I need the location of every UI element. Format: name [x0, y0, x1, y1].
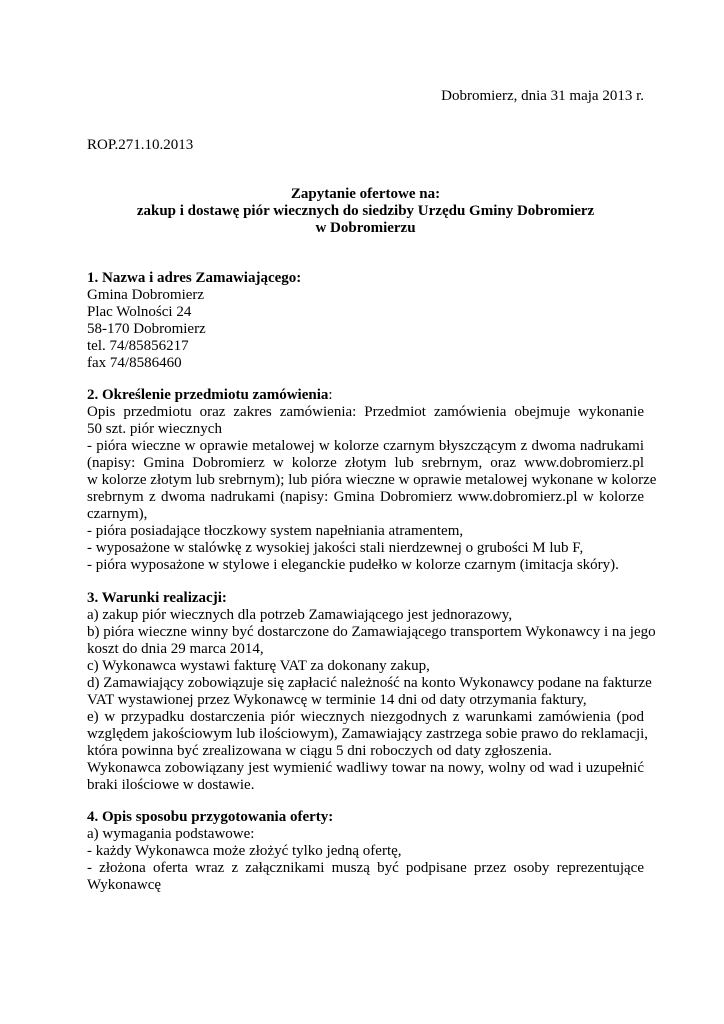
section-3-line: koszt do dnia 29 marca 2014,: [87, 641, 264, 657]
section-3-line: która powinna być zrealizowana w ciągu 5 dni roboczych od daty zgłoszenia.: [87, 743, 552, 759]
section-1-line: 58-170 Dobromierz: [87, 321, 206, 337]
section-1-heading: 1. Nazwa i adres Zamawiającego:: [87, 270, 302, 286]
section-3-heading: 3. Warunki realizacji:: [87, 590, 227, 606]
section-3-line: b) pióra wieczne winny być dostarczone do Zamawiającego transportem Wykonawcy i na jego: [87, 624, 656, 640]
section-3-line: Wykonawca zobowiązany jest wymienić wadliwy towar na nowy, wolny od wad i uzupełnić: [87, 760, 644, 776]
section-4-line: - złożona oferta wraz z załącznikami muszą być podpisane przez osoby reprezentujące: [87, 860, 644, 876]
section-3-line: względem jakościowym lub ilościowym), Zamawiający zastrzega sobie prawo do reklamacji,: [87, 726, 649, 742]
section-2-line: (napisy: Gmina Dobromierz w kolorze złotym lub srebrnym, oraz www.dobromierz.pl: [87, 455, 644, 471]
section-2-line: - wyposażone w stalówkę z wysokiej jakości stali nierdzewnej o grubości M lub F,: [87, 540, 584, 556]
section-4-line: a) wymagania podstawowe:: [87, 826, 255, 842]
section-3-line: d) Zamawiający zobowiązuje się zapłacić należność na konto Wykonawcy podane na fakturze: [87, 675, 652, 691]
section-3-line: VAT wystawionej przez Wykonawcę w terminie 14 dni od daty otrzymania faktury,: [87, 692, 587, 708]
section-2-line: - pióra posiadające tłoczkowy system napełniania atramentem,: [87, 523, 464, 539]
section-2-line: 50 szt. piór wiecznych: [87, 421, 222, 437]
section-2-line: Opis przedmiotu oraz zakres zamówienia: Przedmiot zamówienia obejmuje wykonanie: [87, 404, 644, 420]
title-line-2: zakup i dostawę piór wiecznych do siedziby Urzędu Gminy Dobromierz: [136, 203, 595, 219]
section-3-line: c) Wykonawca wystawi fakturę VAT za dokonany zakup,: [87, 658, 430, 674]
section-2-heading: 2. Określenie przedmiotu zamówienia: [87, 387, 329, 403]
section-3-line: braki ilościowe w dostawie.: [87, 777, 255, 793]
section-2-line: w kolorze złotym lub srebrnym); lub pióra wieczne w oprawie metalowej wykonane w kolorze: [87, 472, 657, 488]
reference-number: ROP.271.10.2013: [87, 137, 194, 153]
section-2-heading-row: [87, 387, 333, 404]
section-2-line: - pióra wyposażone w stylowe i eleganckie pudełko w kolorze czarnym (imitacja skóry).: [87, 557, 619, 573]
section-3-line: a) zakup piór wiecznych dla potrzeb Zamawiającego jest jednorazowy,: [87, 607, 513, 623]
section-1-line: Plac Wolności 24: [87, 304, 192, 320]
title-line-3: w Dobromierzu: [315, 220, 416, 236]
section-4-line: - każdy Wykonawca może złożyć tylko jedną ofertę,: [87, 843, 402, 859]
section-2-line: - pióra wieczne w oprawie metalowej w kolorze czarnym błyszczącym z dwoma nadrukami: [87, 438, 644, 454]
section-2-line: srebrnym z dwoma nadrukami (napisy: Gmina Dobromierz www.dobromierz.pl w kolorze: [87, 489, 644, 505]
section-4-heading: 4. Opis sposobu przygotowania oferty:: [87, 809, 334, 825]
section-2-line: czarnym),: [87, 506, 148, 522]
section-1-line: tel. 74/85856217: [87, 338, 189, 354]
title-line-1: Zapytanie ofertowe na:: [290, 186, 441, 202]
date-line: Dobromierz, dnia 31 maja 2013 r.: [441, 88, 644, 104]
section-4-line: Wykonawcę: [87, 877, 162, 893]
section-1-line: Gmina Dobromierz: [87, 287, 205, 303]
section-2-heading-suffix: :: [328, 387, 333, 403]
section-1-line: fax 74/8586460: [87, 355, 182, 371]
section-3-line: e) w przypadku dostarczenia piór wiecznych niezgodnych z warunkami zamówienia (pod: [87, 709, 644, 725]
